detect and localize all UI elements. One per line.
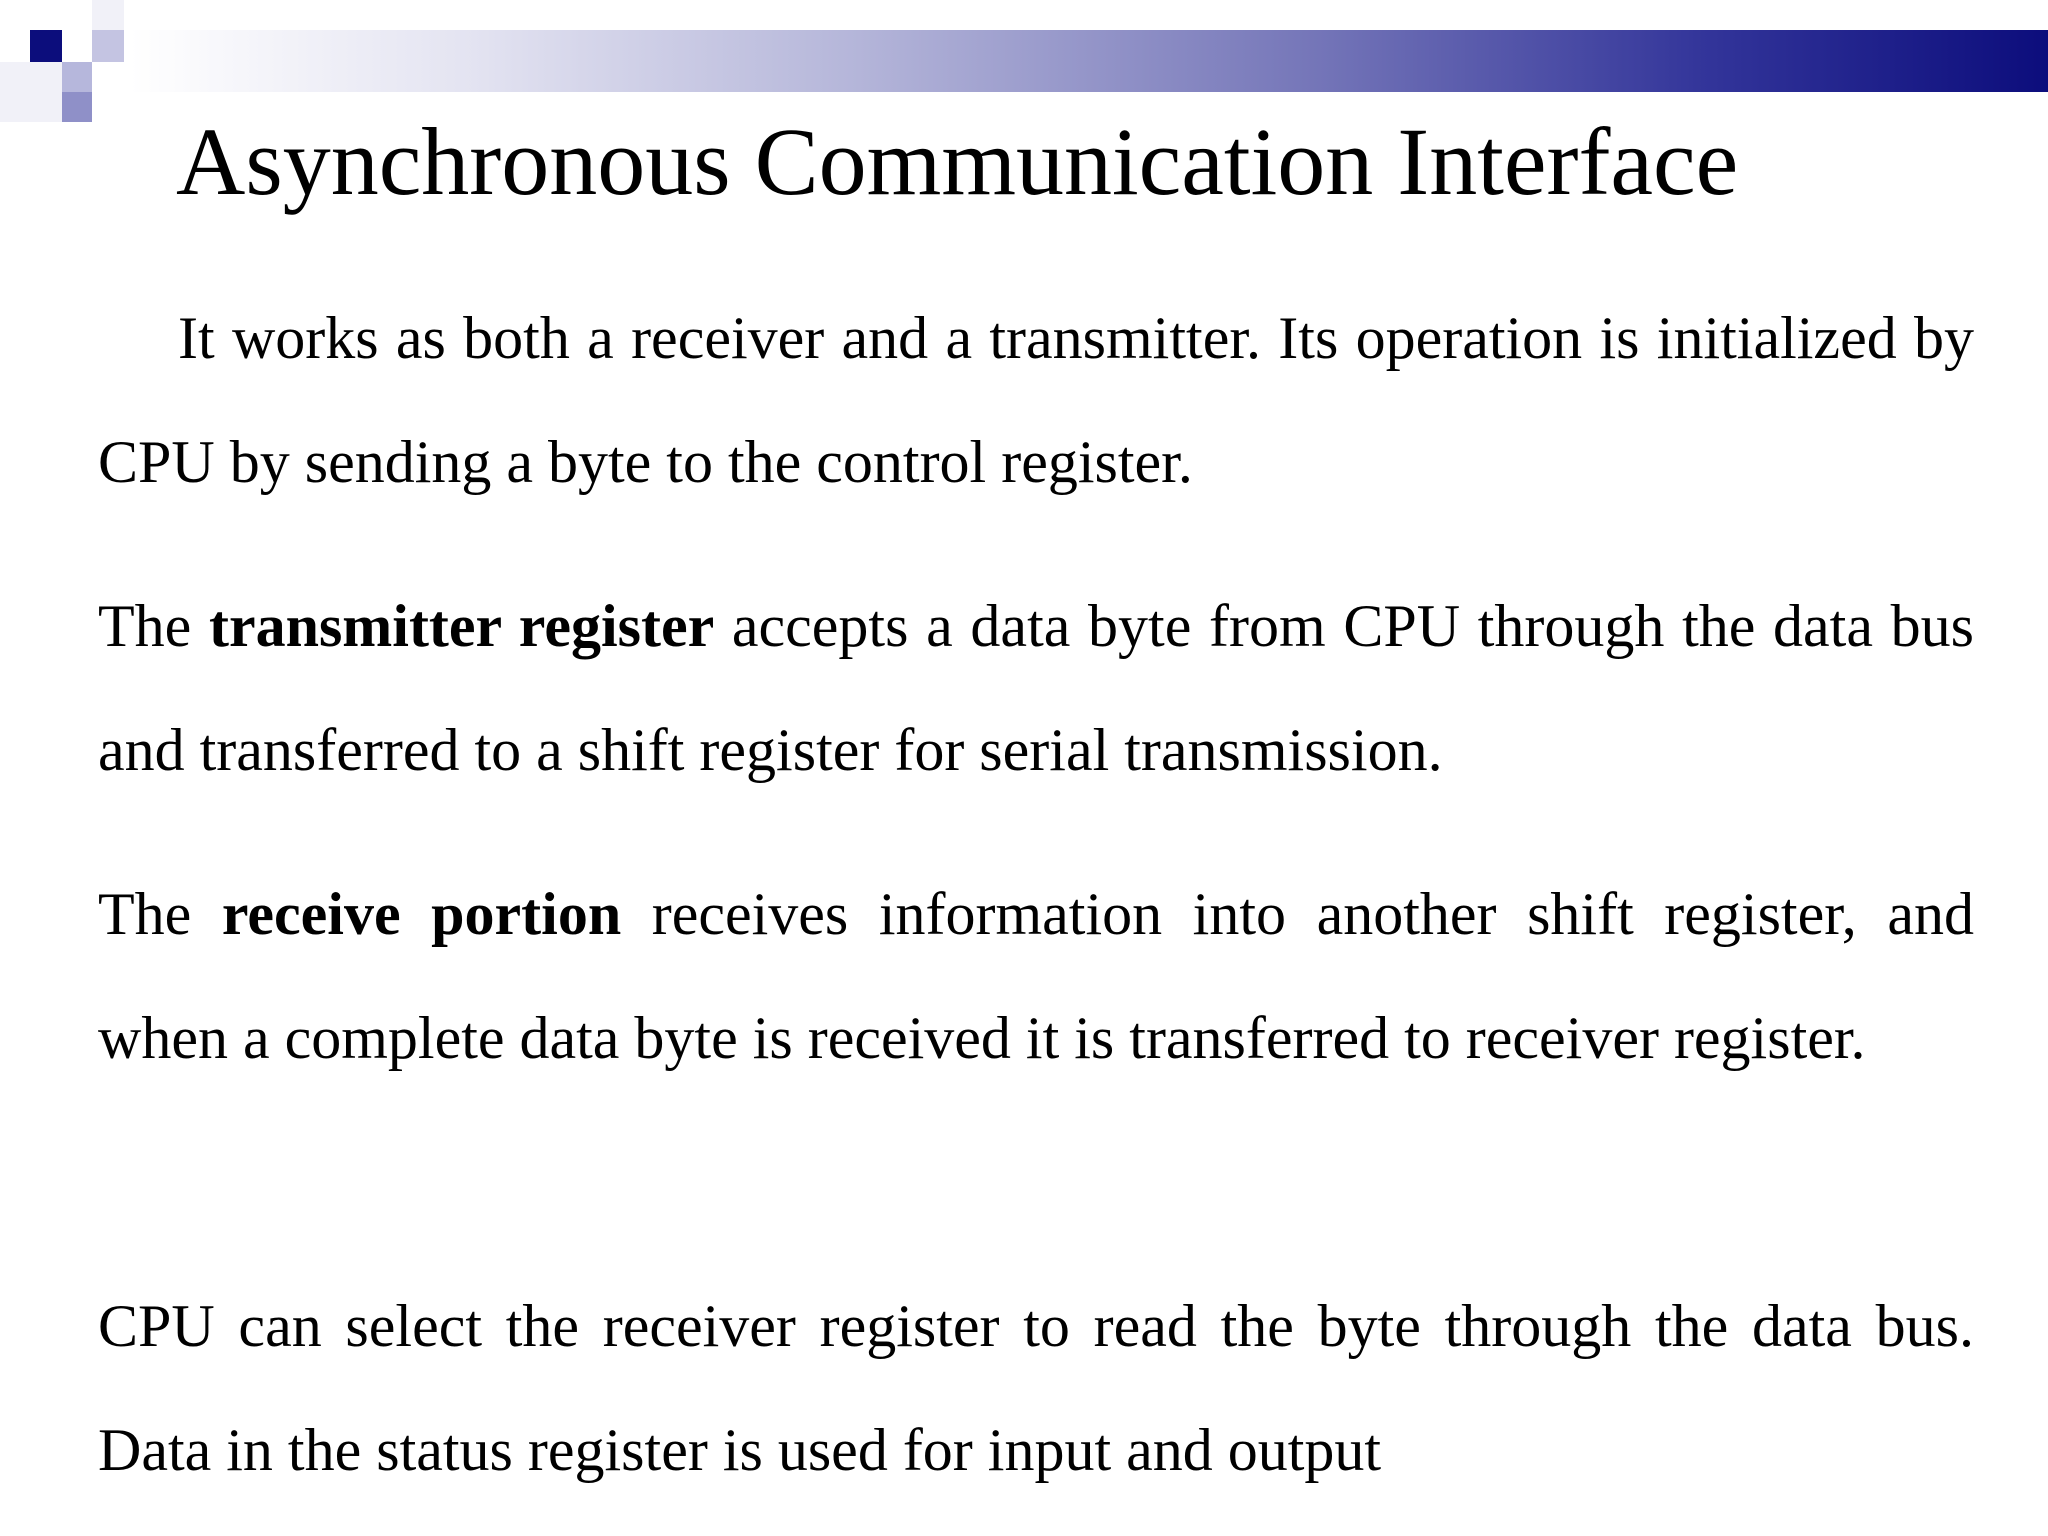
decor-square: [62, 62, 92, 92]
decor-square: [62, 92, 92, 122]
term-transmitter-register: transmitter register: [208, 593, 715, 659]
paragraph-text: accepts a data byte from CPU through the data bus and transferred to a shift register for serial transmission.: [98, 593, 1975, 783]
paragraph-intro: It works as both a receiver and a transmitter. Its operation is initialized by CPU by sending a byte to the control register.: [98, 305, 1974, 495]
paragraph-text: The: [98, 881, 222, 947]
paragraph-text: The: [98, 593, 209, 659]
paragraph-text: receives information into another shift register, and when a complete data byte is received it is transferred to receiver register.: [98, 881, 1975, 1071]
decor-square: [30, 30, 62, 62]
paragraph-transmitter: [98, 564, 1974, 812]
header-gradient-bar: [130, 30, 2048, 92]
decor-square: [92, 0, 124, 30]
decor-square: [0, 62, 62, 122]
paragraph-cpu-select: CPU can select the receiver register to read the byte through the data bus. Data in the status register is used for input and output: [98, 1293, 1974, 1483]
term-receive-portion: receive portion: [221, 881, 622, 947]
decor-square: [92, 30, 124, 62]
paragraph-receiver: [98, 852, 1974, 1100]
slide-title: Asynchronous Communication Interface: [176, 108, 1739, 215]
